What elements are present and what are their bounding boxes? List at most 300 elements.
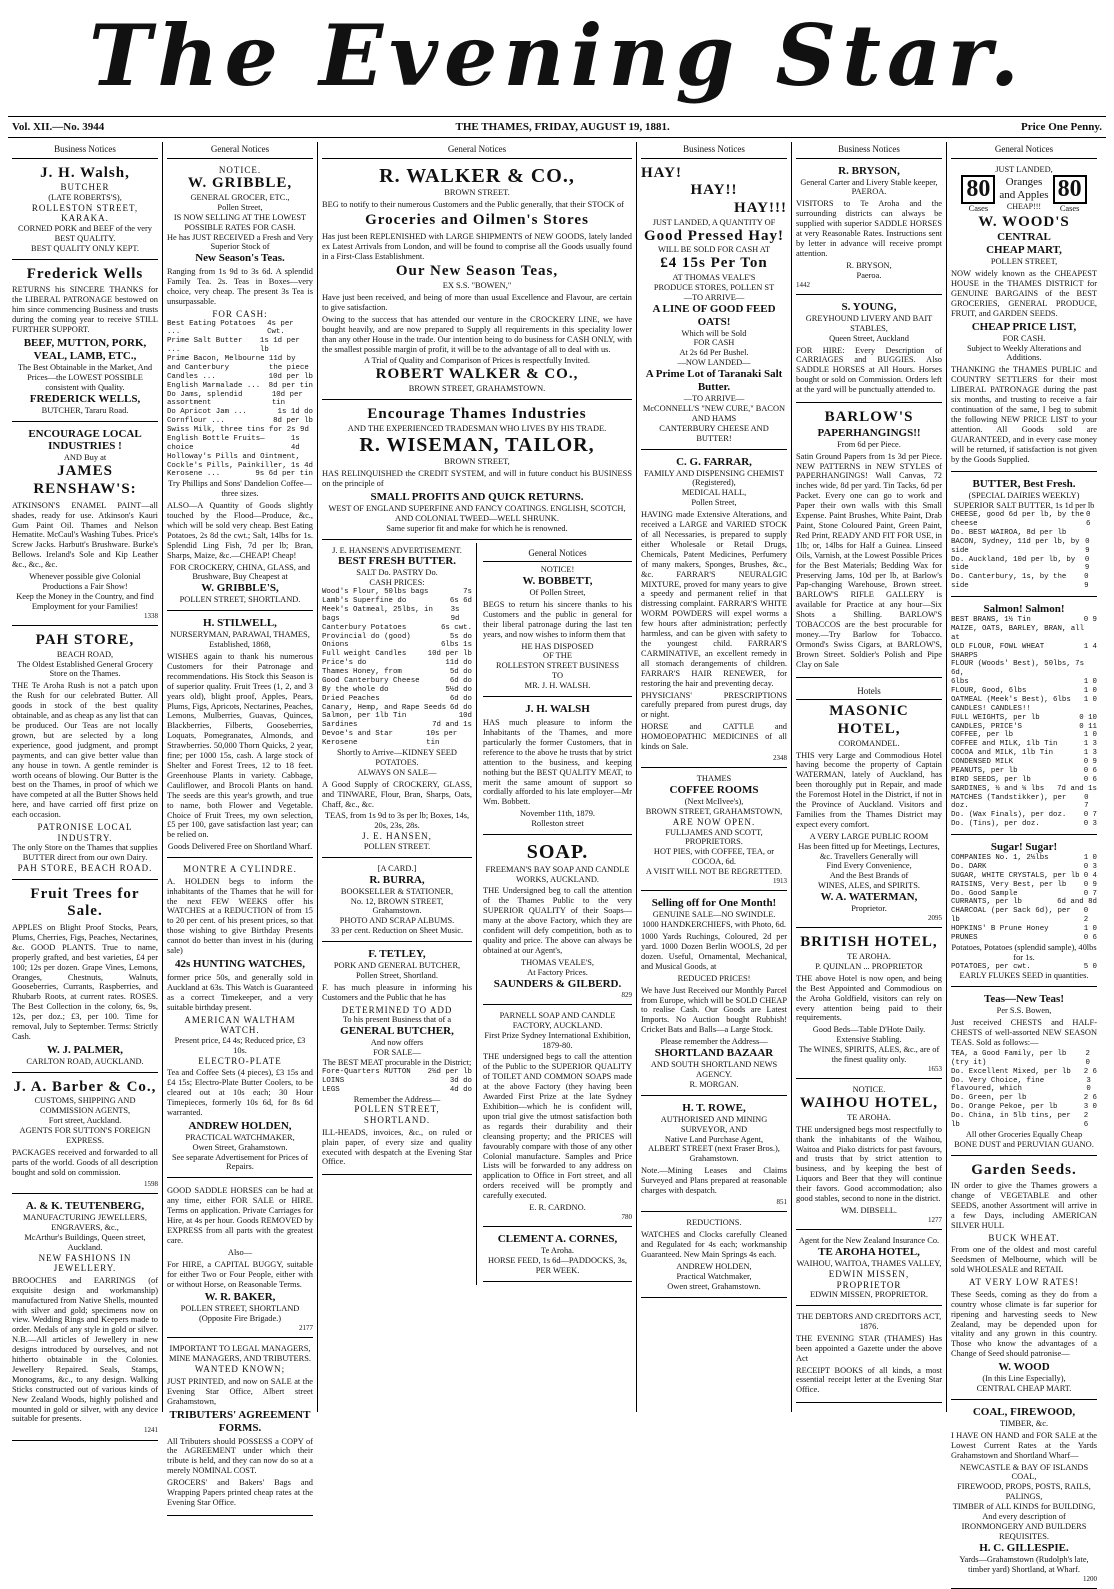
ad-line: FULLJAMES AND SCOTT, (665, 827, 763, 837)
price-row (322, 650, 472, 659)
price-item: Full weight Candles (322, 650, 407, 659)
ad-line: PRACTICAL WATCHMAKER, (185, 1132, 295, 1142)
price-row (322, 730, 472, 748)
ad-line: Queen Street, Auckland (829, 333, 909, 343)
ad-line: CARLTON ROAD, AUCKLAND. (26, 1056, 144, 1066)
ad-line: Extensive Stabling. (836, 1035, 902, 1045)
ad-morgan (641, 894, 787, 1095)
ad-reductions (641, 1215, 787, 1297)
price-value: 2½d per lb (427, 1067, 472, 1076)
box-line: CHEAP!!! (1006, 202, 1042, 212)
price-value: 1 0 (1083, 731, 1097, 740)
price-item: COMPANIES No. 1, 2½lbs (951, 854, 1049, 863)
price-value: 1 0 (1083, 925, 1097, 934)
ad-line: FOR SALE— (373, 1048, 421, 1058)
price-item: CHARCOAL (per Sack 6d), per lb (951, 907, 1071, 925)
ad-line: COROMANDEL. (838, 738, 900, 748)
ad-body: HORSE and CATTLE and HOMOEOPATHIC MEDICINES of all kinds on Sale. (641, 722, 787, 752)
price-row (322, 695, 472, 704)
ad-line: CHEAP PRICE LIST, (971, 320, 1077, 333)
ad-line: TE AROHA. (847, 1112, 891, 1122)
ad-te-aroha-hotel (796, 1233, 942, 1306)
ad-line: WM. DIBSELL. (840, 1205, 898, 1215)
ad-number: 1277 (928, 1215, 942, 1224)
volume-number: Vol. XII.—No. 3944 (12, 121, 105, 133)
price-item: Do. Good Sample (951, 889, 1018, 898)
ad-name: W. BOBBETT, (522, 575, 593, 588)
ad-body: THE undersigned begs to call the attention of the Public to the SUPERIOR QUALITY of TOILET AND COMMON SOAPS made at the above Factory (they having been Awarded First Prize at the late Sydney Exhibition—which he is confident will, upon trial give the utmost satisfaction both as regards their durability and their cleansing property; and the PRICES will favourably compare with those of any other Colonial manufacture. Samples and Price Lists will be forwarded to any address on application to Office in Fort street, and all orders received will be promptly and carefully executed. (483, 1052, 632, 1201)
column-head: General Notices (322, 142, 632, 159)
ad-line: THOMAS VEALE'S, (520, 957, 594, 967)
ad-body: Have just been received, and being of more than usual Excellence and Flavour, are certain to give satisfaction. (322, 293, 632, 312)
ad-line: Same superior fit and make for which he is renowned. (386, 523, 568, 533)
ad-body: THE Undersigned beg to call the attention of the Thames Public to the very SUPERIOR QUALITY of their Soaps—many at the above Factory, which they are confident will defy competition, both as to quality and price. The above can always be obtained at our Agent's, (483, 886, 632, 955)
ad-headline: Groceries and Oilmen's Stores (365, 212, 589, 229)
price-value: 2 6 (1083, 1112, 1089, 1129)
ad-line: WANTED KNOWN; (194, 1364, 286, 1375)
price-value: 0 10 (1079, 713, 1097, 722)
price-row (951, 863, 1097, 872)
ad-line: WINES, ALES, and SPIRITS. (818, 881, 920, 891)
ad-line: THAMES (696, 774, 732, 784)
price-row (322, 686, 472, 695)
ad-body: RETURNS his SINCERE THANKS for the LIBERAL PATRONAGE bestowed on him since commencing Business and trusts during the coming year to receive STILL FURTHER SUPPORT. (12, 285, 158, 335)
price-item: Do. Green, per lb (951, 1094, 1027, 1103)
ad-line: Has been fitted up for Meetings, Lectures, &c. Travellers Generally will (798, 841, 940, 861)
price-item: HOPKINS' B Prune Honey (951, 925, 1049, 934)
ad-line: HE HAS DISPOSED (521, 641, 594, 651)
ad-name: R. BRYSON, (838, 164, 900, 177)
price-row (951, 1068, 1097, 1077)
ad-number: 1598 (144, 1179, 158, 1188)
price-row (951, 714, 1097, 723)
ad-headline: Garden Seeds. (971, 1161, 1077, 1178)
ad-line: Whenever possible give Colonial Productions a Fair Show! (29, 572, 141, 591)
price-value: 4s per Cwt. (267, 319, 294, 337)
ad-line: The BEST MEAT procurable in the District; (322, 1058, 472, 1068)
price-item: Prime Bacon, Melbourne and Canterbury (167, 355, 265, 372)
price-value: 0 6 (1086, 511, 1091, 529)
ad-body: THIS very Large and Commodious Hotel having become the property of Captain WATERMAN, lately of Auckland, has been thoroughly put in Repair, and made the Foremost Hotel in the District, if not in the Province of Auckland. Visitors and Families from the Thames District may expect every comfort. (796, 750, 942, 829)
price-value: 0 9 (1083, 880, 1097, 889)
ad-line: POLLEN STREET, (990, 257, 1058, 267)
ad-line: CASH PRICES: (369, 578, 425, 588)
price-row (951, 785, 1097, 794)
ad-body: VISITORS to Te Aroha and the surrounding districts can always be supplied with superior SADDLE HORSES at very Reasonable Rates. Instructions sent by letter in advance will receive prompt attention. (796, 199, 942, 258)
ad-line: ROLLESTON STREET, KARAKA. (31, 202, 139, 224)
price-row (951, 758, 1097, 767)
ad-line: PAPERHANGINGS!! (817, 426, 921, 439)
ad-line: Present price, £4 4s; Reduced price, £3 10s. (174, 1035, 306, 1055)
ad-line: Practical Watchmaker, (676, 1271, 752, 1281)
price-value: 0 4 (1083, 871, 1097, 880)
ad-line: ARE NOW OPEN. (672, 816, 756, 827)
price-item: PRUNES (951, 933, 978, 942)
ad-bryson (796, 162, 942, 295)
ad-number: 1442 (796, 280, 810, 289)
masthead (0, 0, 1114, 112)
ad-headline: Encourage Thames Industries (367, 405, 587, 422)
ad-name: J. A. Barber & Co., (13, 1078, 157, 1095)
ad-body: HAS RELINQUISHED the CREDIT SYSTEM, and will in future conduct his BUSINESS on the principle of (322, 469, 632, 488)
price-list (951, 616, 1097, 829)
price-value: 0 3 (1083, 862, 1097, 871)
ad-body: PACKAGES received and forwarded to all parts of the world. Goods of all description bought and sold on commission. (12, 1148, 158, 1177)
price-item: Devoe's and Star Kerosene (322, 730, 393, 748)
price-item: Sardines (322, 721, 358, 730)
ad-line: At 2s 6d Per Bushel. (679, 348, 749, 358)
price-item: 6lbs (951, 678, 969, 687)
price-value: 1 3 (1083, 749, 1097, 758)
ad-veale-hay (641, 162, 787, 450)
price-item: Cornflour ... (167, 417, 225, 426)
ad-holden (167, 861, 313, 1178)
price-value: 0 6 (1083, 766, 1097, 775)
ad-pah-store (12, 629, 158, 880)
ad-number: 829 (621, 990, 632, 999)
price-item: Do Apricot Jam ... (167, 408, 247, 417)
ad-wood (951, 162, 1097, 473)
price-item: Meek's Oatmeal, 25lbs, in bags (322, 605, 433, 623)
price-item: SHARPS (951, 651, 978, 660)
ad-line: Shortly to Arrive—KIDNEY SEED POTATOES. (337, 747, 457, 767)
price-row (167, 337, 313, 355)
ad-baker (167, 1181, 313, 1338)
column-head: General Notices (483, 546, 632, 563)
price-item: MAIZE, OATS, BARLEY, BRAN, all at (951, 624, 1085, 642)
ad-body: THE above Hotel is now open, and being the Best Appointed and Commodious on the Aroha Goldfield, visitors can rely on every attention being paid to their requirements. (796, 973, 942, 1023)
ad-line: POLLEN STREET, SHORTLAND. (179, 595, 301, 605)
price-value: 1 4 (1083, 642, 1097, 651)
price-item: Provincial do (good) (322, 632, 411, 641)
price-value: 11d do (445, 659, 472, 668)
ad-line: NOTICE. (852, 1085, 886, 1095)
ad-gribble (167, 162, 313, 612)
price-row (951, 511, 1097, 529)
price-row (322, 597, 472, 606)
ad-body: 1000 Yards Ruchings, Coloured, 2d per yard. 1000 Dozen Berlin WOOLS, 2d per dozen. Useful, Ornamental, Mechanical, and Musical Goods, at (641, 932, 787, 971)
price-row (167, 355, 313, 373)
ad-line: PATRONISE LOCAL INDUSTRY. (37, 822, 133, 843)
ad-number: 1200 (1083, 1574, 1097, 1583)
ad-line: W. GRIBBLE'S, (201, 582, 279, 595)
price-item: FULL WEIGHTS, per lb (951, 713, 1040, 722)
price-row (167, 435, 313, 453)
price-row (951, 687, 1097, 696)
ad-line: General Carter and Livery Stable keeper, (800, 177, 938, 187)
price-value: 2 0 (1085, 1049, 1090, 1067)
ad-line: Grahamstown. (372, 906, 422, 916)
ad-body: PHYSICIANS' PRESCRIPTIONS carefully prepared from purest drugs, day or night. (641, 690, 787, 720)
price-row (951, 529, 1097, 538)
ad-line: AND THE EXPERIENCED TRADESMAN WHO LIVES BY HIS TRADE. (347, 423, 607, 433)
ad-barlow (796, 406, 942, 678)
column-2 (162, 142, 317, 1507)
price-list (951, 1050, 1097, 1130)
price-value: 3s 9d (450, 605, 460, 623)
ad-line: Of Pollen Street, (529, 588, 586, 598)
ad-number: 2095 (928, 914, 942, 923)
ad-walsh-2 (483, 700, 632, 835)
ad-teas (951, 990, 1097, 1155)
price-row (951, 616, 1097, 625)
ad-line: No. 12, BROWN STREET, (350, 896, 444, 906)
ad-line: REDUCED PRICES! (677, 973, 751, 983)
ad-name: BARLOW'S (824, 409, 914, 426)
ad-line: Remember the Address— (353, 1094, 441, 1104)
ad-body: THE undersigned begs most respectfully to thank the inhabitants of the Waihou, Waitoa and Piako districts for past favours, and trusts that by strict attention to business, and by keeping the best of Liquors and Beer that they will continue their favors. Good accommodation; also good stables, second to none in the district. (796, 1124, 942, 1204)
price-value: 6d do (449, 694, 472, 703)
ad-number: 1653 (928, 1064, 942, 1073)
ad-name: Frederick Wells (26, 265, 144, 282)
ad-name: WAIHOU HOTEL, (799, 1095, 939, 1112)
ad-line: AND SOUTH SHORTLAND NEWS AGENCY. (650, 1060, 778, 1079)
ad-line: J. E. HANSEN'S ADVERTISEMENT. (332, 545, 462, 555)
price-row (951, 767, 1097, 776)
ad-line: Owen street, Grahamstown. (667, 1281, 761, 1291)
price-item: Do. Canterbury, 1s, by the side (951, 573, 1067, 591)
price-row (951, 820, 1097, 829)
price-value: 10d (458, 712, 472, 721)
price-item: SUGAR, WHITE CRYSTALS, per lb (951, 871, 1080, 880)
ad-line: SAUNDERS & GILBERD. (493, 977, 622, 990)
ad-line: NOTICE. (218, 164, 262, 175)
price-row (951, 934, 1097, 943)
ad-line: (SPECIAL DAIRIES WEEKLY) (968, 491, 1080, 501)
ad-line: TIMBER of ALL KINDS for BUILDING, (952, 1502, 1096, 1512)
ad-line: Paeroa. (856, 270, 882, 280)
price-value: 5s do (449, 632, 472, 641)
price-row (951, 854, 1097, 863)
ad-number: 2177 (299, 1324, 313, 1333)
ad-name: Fruit Trees for Sale. (30, 885, 140, 920)
column-6 (946, 142, 1101, 1583)
ad-barber (12, 1076, 158, 1194)
price-value: 10d per lb (268, 372, 313, 381)
price-item: FLOUR, Good, 6lbs (951, 687, 1027, 696)
price-row (167, 470, 313, 479)
ad-line: Agent for the New Zealand Insurance Co. (798, 1236, 940, 1246)
ad-line: A LINE OF GOOD FEED OATS! (652, 302, 776, 328)
price-value: 7s (463, 588, 472, 597)
price-item: Do. China, in 5lb tins, per lb (951, 1112, 1071, 1129)
ad-name: W. R. BAKER, (204, 1291, 276, 1304)
ad-garden-seeds (951, 1159, 1097, 1400)
price-value: 0 11 (1079, 722, 1097, 731)
ad-name: R. WISEMAN, TAILOR, (359, 433, 595, 456)
ad-line: IRONMONGERY AND BUILDERS REQUISITES. (961, 1521, 1087, 1541)
price: Price One Penny. (1021, 121, 1102, 133)
ad-name: MASONIC HOTEL, (829, 703, 909, 737)
ad-line: AT VERY LOW RATES! (969, 1277, 1079, 1288)
ad-body: IN order to give the Thames growers a change of VEGETABLE and other SEEDS, another Assortment will arrive in a few Days, including AMERICAN SILVER HULL (951, 1181, 1097, 1230)
ad-name: A. & K. TEUTENBERG, (25, 1199, 145, 1212)
price-row (951, 1050, 1097, 1068)
ad-line: HAY! (641, 164, 682, 181)
ad-line: TO (551, 671, 563, 681)
ad-line: PAH STORE, BEACH ROAD. (17, 863, 153, 874)
ad-line: PROPRIETORS. (685, 837, 743, 847)
price-value: 0 7 (1083, 811, 1097, 820)
ad-headline: GENERAL BUTCHER, (340, 1025, 454, 1038)
columns (8, 142, 1106, 1583)
price-item: OLD FLOUR, FOWL WHEAT (951, 642, 1045, 651)
ad-line: BUTCHER (60, 182, 110, 193)
ad-headline: Good Pressed Hay! (643, 227, 785, 244)
ad-body: JUST PRINTED, and now on SALE at the Evening Star Office, Albert street Grahamstown, (167, 1376, 313, 1406)
ad-body: All Tributers should POSSESS a COPY of the AGREEMENT under which their tribute is held, and they can now do so at a merely NOMINAL COST. (167, 1436, 313, 1476)
price-value: 0 7 (1084, 793, 1089, 811)
ad-line: H. C. GILLESPIE. (979, 1541, 1069, 1554)
column-head: Hotels (796, 684, 942, 701)
box-caption: Cases (968, 203, 989, 213)
ad-line: BROWN STREET, GRAHAMSTOWN. (408, 384, 546, 394)
ad-line: HORSE FEED, 1s 6d—PADDOCKS, 3s, PER WEEK. (487, 1256, 628, 1275)
ad-body: HAVING made Extensive Alterations, and received a LARGE and VARIED STOCK of all Necessaries, is prepared to supply either Wholesale or Retail Drugs, Chemicals, Patent Medicines, Perfumery of many makers, Sponges, Brushes, &c., &c. FARRAR'S NEURALGIC MIXTURE, proved for many years to give a speedy and permanent relief in that distressing complaint. FARRAR'S WHITE WORM POWDERS will expel worms a few hours after administration; perfectly harmless, and can be given with safety to the youngest child. FARRAR'S CARMINATIVE, an excellent remedy in all stomach derangements of children. FARRAR'S HAIR RENEWER, for restoring the hair and preventing decay. (641, 510, 787, 688)
ad-line: EX S.S. "BOWEN," (442, 281, 512, 291)
ad-line: PARNELL SOAP AND CANDLE FACTORY, AUCKLAND. (499, 1010, 616, 1030)
ad-line: See separate Advertisement for Prices of Repairs. (171, 1152, 309, 1172)
ad-body: F. has much pleasure in informing his Customers and the Public that he has (322, 982, 472, 1002)
ad-line: The Best Obtainable in the Market, And Prices—the LOWEST POSSIBLE consistent with Quality. (17, 362, 153, 392)
ad-line: Grahamstown. (689, 1154, 739, 1164)
ad-body: former price 50s, and generally sold in Auckland at 63s. This Watch is Guaranteed as a correct Timekeeper, and a very suitable birthday present. (167, 972, 313, 1012)
ad-name: R. BURRA, (369, 873, 425, 886)
price-value: 3 0 (1086, 1076, 1091, 1094)
price-row (322, 704, 472, 713)
price-item: BACON, Sydney, 11d per lb, by side (951, 537, 1080, 555)
price-item: English Marmalade ... (167, 381, 261, 390)
ad-sugar (951, 838, 1097, 987)
ad-line: Please remember the Address— (660, 1037, 768, 1047)
ad-line: BUCK WHEAT. (988, 1232, 1060, 1243)
ad-body: HAS much pleasure to inform the Inhabitants of the Thames, and more particularly the former Customers, that in reference to the above he trusts that by strict attention to the business, and keeping nothing but the BEST QUALITY MEAT, to merit the same amount of support so cordially afforded to his late employer—Mr Wm. Bobbett. (483, 718, 632, 807)
ad-salmon (951, 600, 1097, 835)
ad-headline: A Prime Lot of Taranaki Salt Butter. (645, 368, 783, 394)
ad-line: W. J. PALMER, (46, 1043, 124, 1056)
ad-line: PAEROA. (851, 187, 887, 197)
ad-name: J. H. Walsh, (40, 164, 130, 181)
ad-line: NOTICE! (540, 565, 575, 575)
ad-renshaw (12, 425, 158, 626)
ad-line: GENUINE SALE—NO SWINDLE. (652, 910, 776, 920)
price-value: 4d do (449, 1085, 472, 1094)
ad-body: THE EVENING STAR (THAMES) Has been appointed a Gazette under the above Act (796, 1333, 942, 1363)
ad-soap (483, 838, 632, 1005)
ad-line: A Trial of Quality and Comparison of Prices is respectfully Invited. (364, 356, 590, 366)
ad-line: EDWIN MISSEN, PROPRIETOR (828, 1268, 910, 1290)
ad-line: ALWAYS ON SALE— (357, 767, 437, 777)
price-value: 1s 4d (290, 461, 313, 470)
price-value: 1 0 (1083, 678, 1097, 687)
ad-line: CENTRAL CHEAP MART. (976, 1384, 1072, 1394)
price-item: FLOUR (Woods' Best), 50lbs, 7s 6d, (951, 660, 1085, 678)
price-value: 6s 6d (449, 597, 472, 606)
ad-line: —TO ARRIVE— (683, 394, 745, 404)
ad-line: Try Phillips and Sons' Dandelion Coffee—three sizes. (168, 479, 312, 499)
ad-line: NURSERYMAN, PARAWAI, THAMES, (170, 630, 310, 640)
ad-line: POLLEN STREET, SHORTLAND (Opposite Fire Brigade.) (180, 1304, 300, 1324)
price-item: Holloway's Pills and Ointment, (167, 452, 301, 461)
ad-line: November 11th, 1879. (519, 809, 596, 819)
price-row (951, 705, 1097, 714)
price-row (951, 573, 1097, 591)
price-row (322, 1077, 472, 1086)
ad-line: ANDREW HOLDEN, (676, 1261, 752, 1271)
price-value: 10s per tin (426, 730, 458, 748)
ad-number: 2348 (773, 753, 787, 762)
price-row (322, 606, 472, 624)
column-head: Business Notices (641, 142, 787, 159)
ad-line: A VISIT WILL NOT BE REGRETTED. (645, 867, 783, 877)
price-value: 0 6 (1083, 933, 1097, 942)
price-value: 3d do (449, 1076, 472, 1085)
ad-line: And every description of (982, 1512, 1066, 1522)
price-row (951, 731, 1097, 740)
price-value: 9s 6d per tin (255, 470, 313, 479)
column-head: Business Notices (12, 142, 158, 159)
column-head: General Notices (167, 142, 313, 159)
ad-name: COAL, FIREWOOD, (972, 1405, 1076, 1418)
price-item: CANDLES! CANDLES!! (951, 704, 1031, 713)
ad-body: GOOD SADDLE HORSES can be had at any time, either FOR SALE or HIRE. Terms on application. Private Carriages for Hire, at 4s per hour. Goods REMOVED by EXPRESS from all parts with the greatest care. (167, 1186, 313, 1245)
ad-parnell-soap (483, 1008, 632, 1227)
price-value: 8d per lb (273, 417, 313, 426)
dateline (8, 116, 1106, 138)
ad-line: ANDREW HOLDEN, (188, 1119, 292, 1132)
price-item: Do. Auckland, 10d per lb, by side (951, 555, 1076, 573)
ad-hansen (322, 543, 472, 858)
ad-waihou-hotel (796, 1082, 942, 1230)
ad-number: 1338 (144, 611, 158, 620)
ad-line: At Factory Prices. (527, 967, 588, 977)
ad-name: W. WOOD'S (978, 213, 1070, 230)
price-value: 1 3 (1083, 740, 1097, 749)
ad-headline: Selling off for One Month! (651, 897, 777, 910)
price-item: CONDENSED MILK (951, 758, 1014, 767)
price-row (951, 643, 1097, 652)
price-item: BEST BRANS, 1½ Tin (951, 616, 1031, 625)
ad-headline: BUTTER, Best Fresh. (972, 478, 1076, 491)
ad-headline: Teas—New Teas! (984, 993, 1064, 1006)
ad-line: BOOKSELLER & STATIONER, (340, 886, 454, 896)
ad-line: CUSTOMS, SHIPPING AND COMMISSION AGENTS, (34, 1096, 136, 1116)
ad-line: TE AROHA HOTEL, (818, 1246, 920, 1259)
price-item: Do. DARK (951, 862, 987, 871)
ad-gillespie (951, 1403, 1097, 1589)
price-value: 6d do (449, 676, 472, 685)
ad-body: ILL-HEADS, invoices, &c., on ruled or plain paper, of every size and quality executed with despatch at the Evening Star Office. (322, 1127, 472, 1167)
ad-line: From 6d per Piece. (837, 439, 901, 449)
ad-body: A. HOLDEN begs to inform the inhabitants of the Thames that he will for the next FEW WEEKS offer his WATCHES at a REDUCTION of from 15 to 20 per cent. of his present prices, so that those wishing to give Birthday Presents cannot do better than invest in his (during sale) (167, 876, 313, 956)
price-item: BIRD SEEDS, per lb (951, 775, 1031, 784)
place-date: THE THAMES, FRIDAY, AUGUST 19, 1881. (455, 121, 670, 133)
ad-butter (951, 475, 1097, 597)
ad-body: Ranging from 1s 9d to 3s 6d. A splendid Family Tea. 2s. Teas in Boxes—very choice, very cheap. The present 3s Tea is unsurpassable. (167, 267, 313, 307)
ad-body: From one of the oldest and most careful Seedsmen of Melbourne, which will be sold WHOLESALE and RETAIL (951, 1245, 1097, 1275)
ad-line: Per S.S. Bowen, (996, 1006, 1052, 1016)
ad-line: GENERAL GROCER, ETC., (190, 192, 290, 202)
price-row (322, 721, 472, 730)
ad-debtors-act (796, 1309, 942, 1403)
price-item: Salmon, per 1lb Tin (322, 712, 407, 721)
price-row (322, 588, 472, 597)
price-value: 1 0 (1083, 695, 1097, 704)
ad-headline: TRIBUTERS' AGREEMENT FORMS. (169, 1408, 311, 1434)
ad-number: 1241 (144, 1426, 158, 1435)
ad-line: FOR CASH (693, 338, 735, 348)
ad-coffee-rooms (641, 771, 787, 891)
